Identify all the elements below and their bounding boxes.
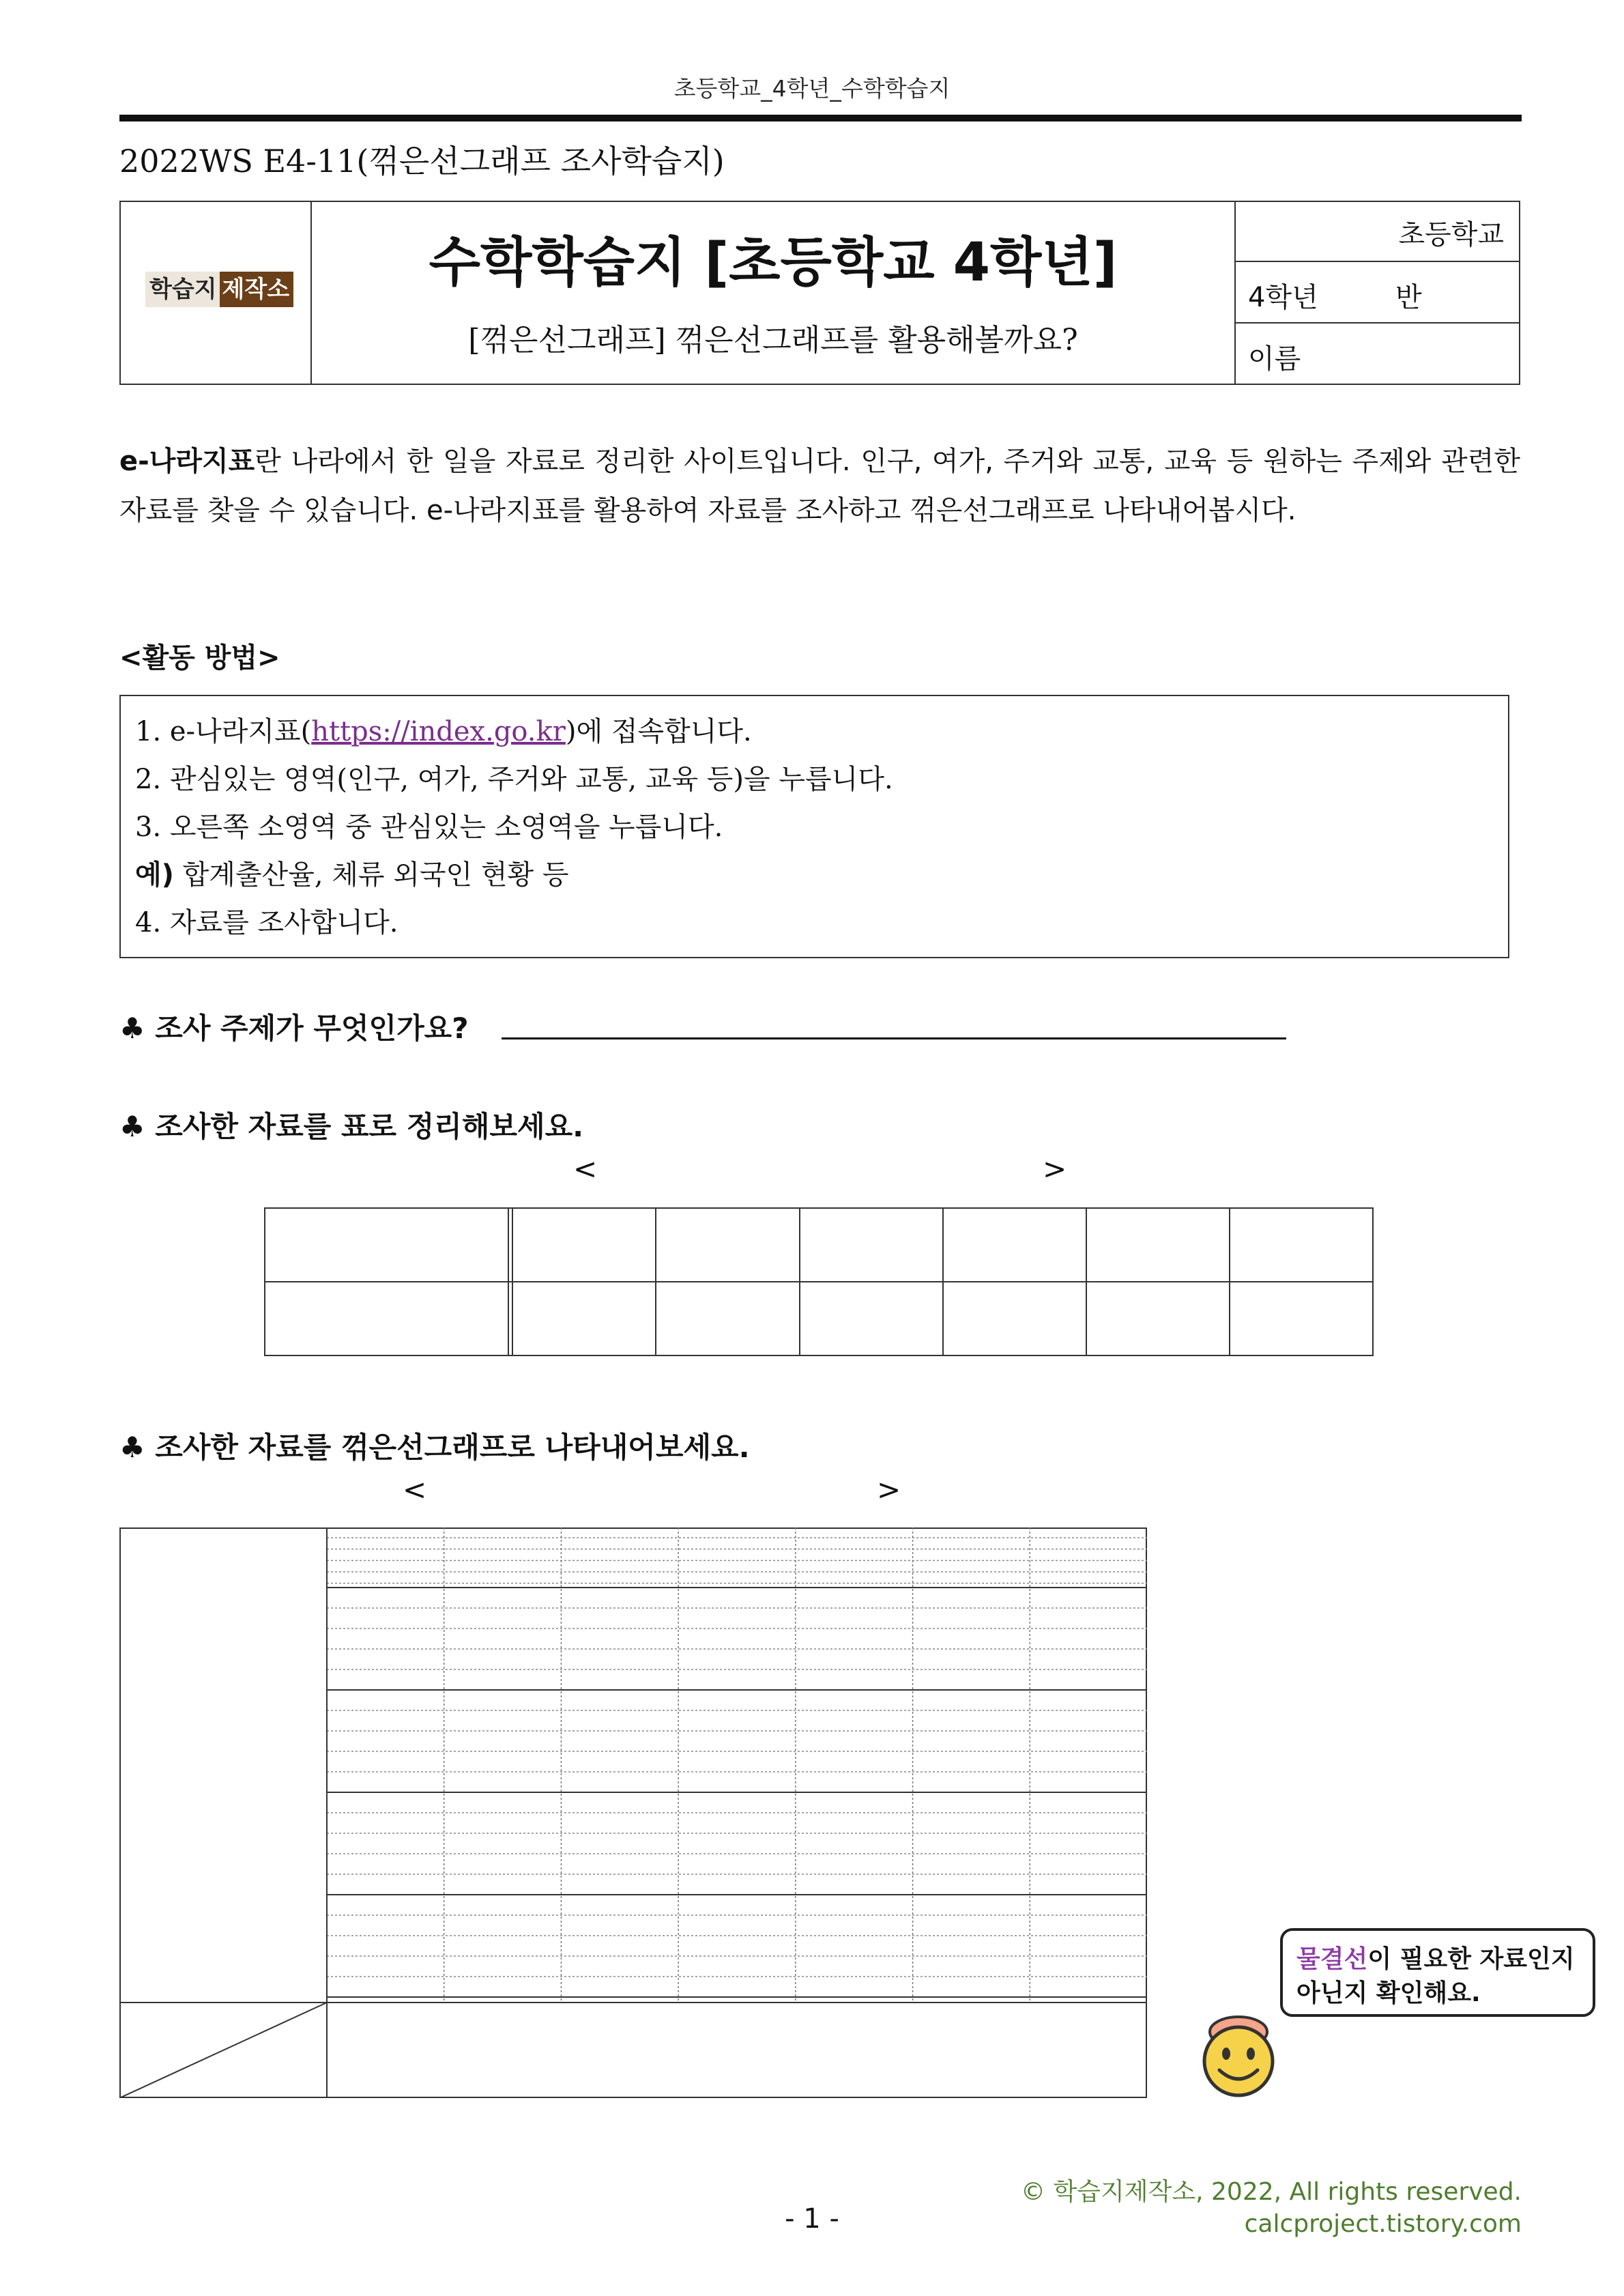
example-label: 예) (135, 859, 174, 891)
grade-class-field[interactable] (1234, 262, 1520, 324)
logo-text-part1: 학습지 (145, 272, 220, 307)
callout-line-1 (1296, 1940, 1575, 1975)
method-step-4: 4. 자료를 조사합니다. (135, 907, 398, 938)
name-field[interactable] (1234, 324, 1520, 385)
intro-text: 란 나라에서 한 일을 자료로 정리한 사이트입니다. 인구, 여가, 주거와 교통, 교육 등 원하는 주제와 관련한 자료를 찾을 수 있습니다. e-나라지표를 활용하여 자료를 조사하고 꺾은선그래프로 나타내어봅시다. (119, 446, 1520, 526)
graph-grid (119, 1527, 1147, 2098)
callout-highlight: 물결선 (1296, 1945, 1368, 1973)
intro-bold-term: e-나라지표 (119, 446, 255, 477)
callout-line-2: 아닌지 확인해요. (1296, 1979, 1481, 2007)
example-text: 합계출산율, 체류 외국인 현황 등 (173, 859, 569, 891)
method-example (135, 853, 569, 892)
table-title-close: > (1043, 1152, 1067, 1186)
school-field[interactable] (1234, 201, 1520, 262)
grade-label: 4학년 (1248, 282, 1318, 313)
data-table-grid (264, 1207, 1374, 1356)
callout-line1-rest: 이 필요한 자료인지 (1367, 1945, 1575, 1973)
question-topic: ♣ 조사 주제가 무엇인가요? (119, 1011, 469, 1045)
name-label: 이름 (1248, 343, 1301, 375)
method-heading: <활동 방법> (119, 642, 280, 674)
index-link[interactable]: https://index.go.kr (311, 716, 566, 747)
graph-paper[interactable] (119, 1527, 1147, 2098)
step1-suffix: )에 접속합니다. (565, 716, 752, 747)
topic-answer-line[interactable] (502, 1037, 1286, 1039)
graph-title-open: < (403, 1473, 427, 1506)
method-step-1 (135, 710, 752, 749)
question-table: ♣ 조사한 자료를 표로 정리해보세요. (119, 1110, 584, 1143)
worksheet-title: 수학학습지 [초등학교 4학년] (429, 232, 1118, 293)
school-label: 초등학교 (1398, 219, 1504, 250)
corner-diagonal (119, 2003, 327, 2098)
intro-paragraph (119, 437, 1520, 535)
header-rule (119, 115, 1522, 121)
table-title-open: < (573, 1152, 598, 1186)
logo-text-part2: 제작소 (220, 272, 294, 307)
document-code: 2022WS E4-11(꺾은선그래프 조사학습지) (119, 143, 725, 180)
brand-logo (145, 272, 293, 307)
method-step-3: 3. 오른쪽 소영역 중 관심있는 소영역을 누릅니다. (135, 812, 723, 843)
worksheet-subtitle: [꺾은선그래프] 꺾은선그래프를 활용해볼까요? (468, 323, 1078, 358)
smiley-mascot-icon (1191, 2003, 1286, 2106)
step1-prefix: 1. e-나라지표( (135, 716, 312, 747)
question-graph: ♣ 조사한 자료를 꺾은선그래프로 나타내어보세요. (119, 1431, 750, 1464)
footer-url[interactable]: calcproject.tistory.com (1244, 2210, 1522, 2238)
footer-copyright: © 학습지제작소, 2022, All rights reserved. (1021, 2178, 1522, 2206)
page-number: - 1 - (785, 2203, 839, 2235)
method-step-2: 2. 관심있는 영역(인구, 여가, 주거와 교통, 교육 등)을 누릅니다. (135, 764, 893, 795)
running-head: 초등학교_4학년_수학학습지 (673, 75, 951, 102)
data-table[interactable] (264, 1207, 1374, 1356)
graph-title-close: > (877, 1473, 901, 1506)
class-label: 반 (1395, 282, 1422, 313)
